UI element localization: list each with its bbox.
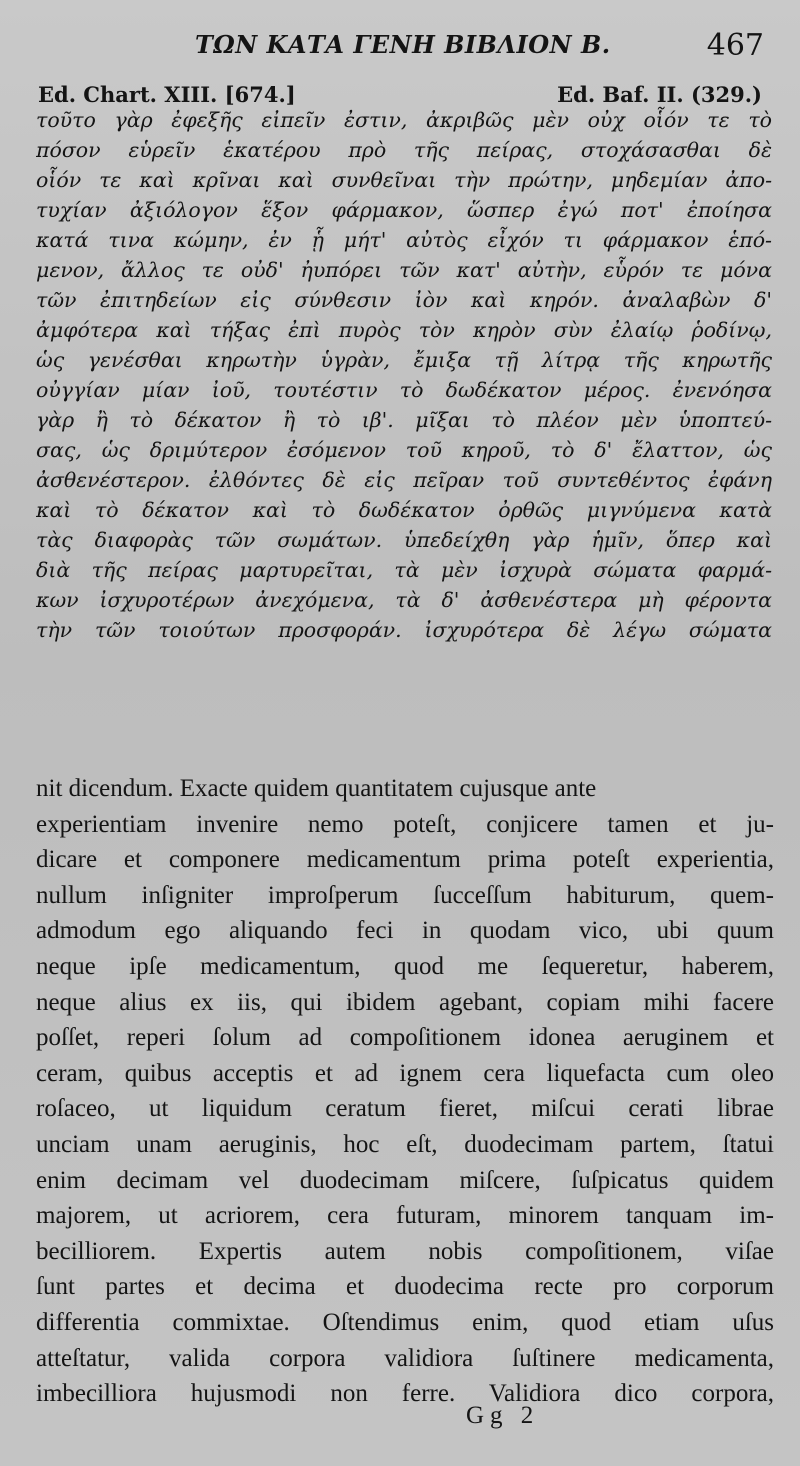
greek-text-line: κων ἰσχυροτέρων ἀνεχόμενα, τὰ δ' ἀσθενέστερα μὴ φέροντα (36, 588, 772, 612)
running-title: ΤΩΝ ΚΑΤΑ ΓΕΝΗ ΒΙΒΛΙΟΝ Β. (195, 30, 611, 59)
greek-text-line: τοῦτο γὰρ ἐφεξῆς εἰπεῖν ἐστιν, ἀκριβῶς μὲν οὐχ οἷόν τε τὸ (36, 108, 772, 132)
latin-text-line: poſſet, reperi ſolum ad compoſitionem idonea aeruginem et (36, 1024, 774, 1052)
greek-text-line: σας, ὡς δριμύτερον ἐσόμενον τοῦ κηροῦ, τὸ δ' ἔλαττον, ὡς (36, 438, 772, 462)
latin-text-line: becilliorem. Expertis autem nobis compoſitionem, viſae (36, 1237, 774, 1265)
greek-text-line: οὐγγίαν μίαν ἰοῦ, τουτέστιν τὸ δωδέκατον μέρος. ἐνενόησα (36, 378, 772, 402)
latin-text-line: nullum inſigniter improſperum ſucceſſum habiturum, quem- (36, 881, 774, 909)
greek-text-line: ἀσθενέστερον. ἐλθόντες δὲ εἰς πεῖραν τοῦ συντεθέντος ἐφάνη (36, 468, 772, 492)
greek-text-line: τῶν ἐπιτηδείων εἰς σύνθεσιν ἰὸν καὶ κηρόν. ἀναλαβὼν δ' (36, 288, 772, 312)
latin-text-line: neque alius ex iis, qui ibidem agebant, copiam mihi facere (36, 988, 774, 1016)
edition-reference-right: Ed. Baf. II. (329.) (557, 82, 762, 107)
greek-text-line: διὰ τῆς πείρας μαρτυρεῖται, τὰ μὲν ἰσχυρὰ σώματα φαρμά- (36, 558, 772, 582)
greek-text-line: τὴν τῶν τοιούτων προσφοράν. ἰσχυρότερα δὲ λέγω σώματα (36, 618, 772, 642)
latin-text-line: imbecilliora hujusmodi non ferre. Validiora dico corpora, (36, 1380, 774, 1408)
edition-reference-left: Ed. Chart. XIII. [674.] (38, 82, 296, 107)
greek-text-block (36, 105, 772, 645)
greek-text-line: τυχίαν ἀξιόλογον ἕξον φάρμακον, ὥσπερ ἐγώ ποτ' ἐποίησα (36, 198, 772, 222)
latin-text-line: dicare et componere medicamentum prima poteſt experientia, (36, 846, 774, 874)
latin-text-line: nit dicendum. Exacte quidem quantitatem cujusque ante (36, 775, 597, 802)
greek-text-line: γὰρ ἢ τὸ δέκατον ἢ τὸ ιβ'. μῖξαι τὸ πλέον μὲν ὑποπτεύ- (36, 408, 772, 432)
latin-text-line: experientiam invenire nemo poteſt, conjicere tamen et ju- (36, 810, 774, 838)
latin-text-block (36, 771, 774, 1412)
greek-text-line: ἀμφότερα καὶ τήξας ἐπὶ πυρὸς τὸν κηρὸν σὺν ἐλαίῳ ῥοδίνῳ, (36, 318, 772, 342)
greek-text-line: πόσον εὑρεῖν ἑκατέρου πρὸ τῆς πείρας, στοχάσασθαι δὲ (36, 138, 772, 162)
latin-text-line: admodum ego aliquando feci in quodam vico, ubi quum (36, 917, 774, 945)
latin-text-line: unciam unam aeruginis, hoc eſt, duodecimam partem, ſtatui (36, 1130, 774, 1158)
greek-text-line: κατά τινα κώμην, ἐν ᾗ μήτ' αὐτὸς εἶχόν τι φάρμακον ἑπό- (36, 228, 772, 252)
latin-text-line: atteſtatur, valida corpora validiora ſuſtinere medicamenta, (36, 1344, 774, 1372)
latin-text-line: majorem, ut acriorem, cera futuram, minorem tanquam im- (36, 1202, 774, 1230)
greek-text-line: τὰς διαφορὰς τῶν σωμάτων. ὑπεδείχθη γὰρ ἡμῖν, ὅπερ καὶ (36, 528, 772, 552)
latin-text-line: roſaceo, ut liquidum ceratum fieret, miſcui cerati librae (36, 1095, 774, 1123)
latin-text-line: differentia commixtae. Oſtendimus enim, quod etiam uſus (36, 1308, 774, 1336)
signature-mark: Gg 2 (466, 1402, 540, 1429)
greek-text-line: ὡς γενέσθαι κηρωτὴν ὑγρὰν, ἔμιξα τῇ λίτρᾳ τῆς κηρωτῆς (36, 348, 772, 372)
latin-text-line: ceram, quibus acceptis et ad ignem cera liquefacta cum oleo (36, 1059, 774, 1087)
greek-text-line: οἷόν τε καὶ κρῖναι καὶ συνθεῖναι τὴν πρώτην, μηδεμίαν ἀπο- (36, 168, 772, 192)
latin-text-line: enim decimam vel duodecimam miſcere, ſuſpicatus quidem (36, 1166, 774, 1194)
greek-text-line: μενον, ἄλλος τε οὐδ' ἠυπόρει τῶν κατ' αὐτὴν, εὗρόν τε μόνα (36, 258, 772, 282)
greek-text-line: καὶ τὸ δέκατον καὶ τὸ δωδέκατον ὀρθῶς μιγνύμενα κατὰ (36, 498, 772, 522)
latin-text-line: neque ipſe medicamentum, quod me ſequeretur, haberem, (36, 952, 774, 980)
latin-text-line: ſunt partes et decima et duodecima recte pro corporum (36, 1273, 774, 1301)
page-number: 467 (706, 28, 764, 63)
